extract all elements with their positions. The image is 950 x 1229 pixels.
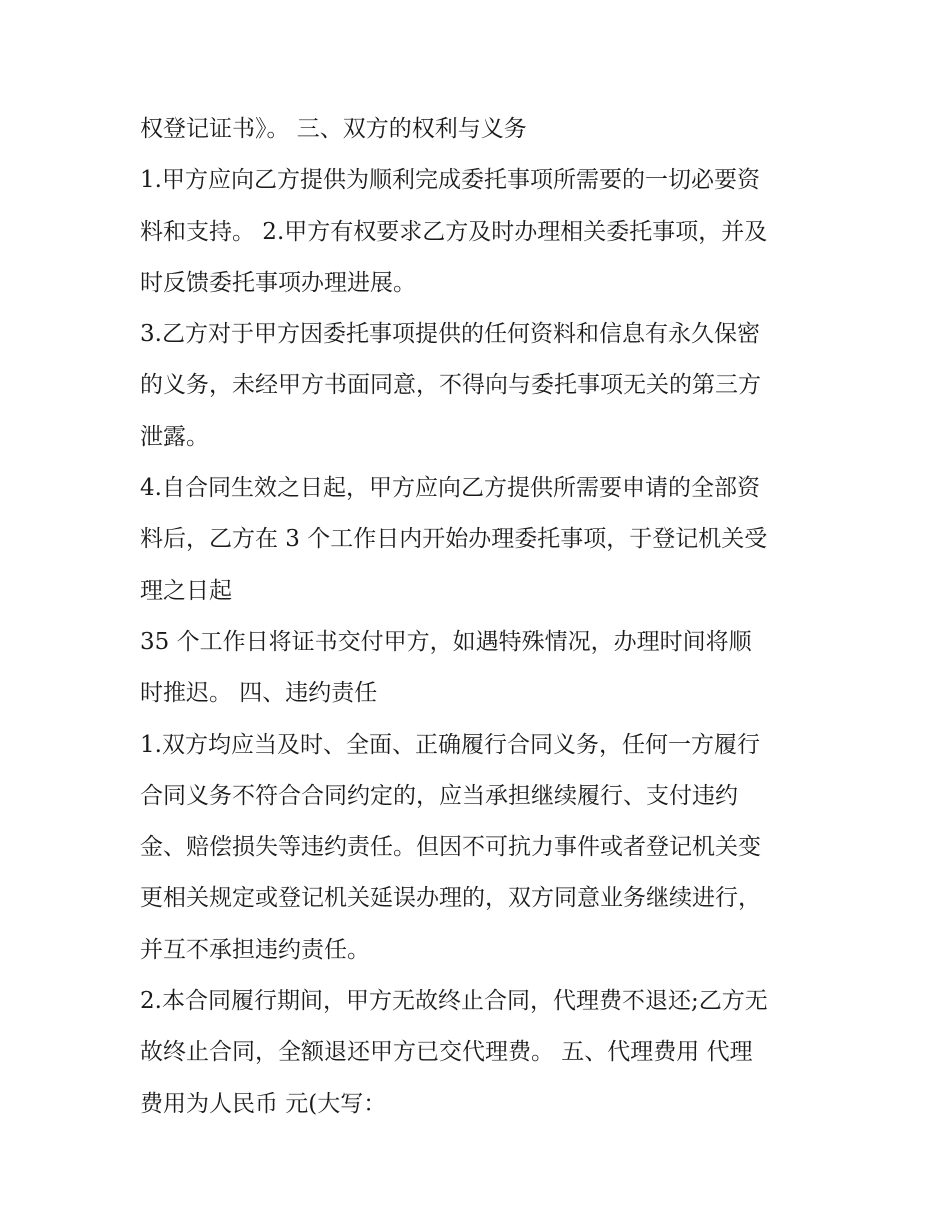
text-line: 权登记证书》。 三、双方的权利与义务 bbox=[140, 116, 527, 142]
text-line: 时反馈委托事项办理进展。 bbox=[140, 269, 416, 296]
text-line: 料和支持。 2.甲方有权要求乙方及时办理相关委托事项，并及 bbox=[140, 218, 768, 245]
text-line: 泄露。 bbox=[140, 423, 209, 450]
text-line: 1.双方均应当及时、全面、正确履行合同义务，任何一方履行 bbox=[140, 731, 760, 758]
text-line: 并互不承担违约责任。 bbox=[140, 936, 370, 963]
text-line: 金、赔偿损失等违约责任。但因不可抗力事件或者登记机关变 bbox=[140, 834, 761, 861]
text-line: 合同义务不符合合同约定的，应当承担继续履行、支付违约 bbox=[140, 782, 738, 809]
text-line: 时推迟。 四、违约责任 bbox=[140, 680, 378, 707]
text-line: 4.自合同生效之日起，甲方应向乙方提供所需要申请的全部资 bbox=[140, 475, 760, 502]
text-line: 35 个工作日将证书交付甲方，如遇特殊情况，办理时间将顺 bbox=[140, 628, 752, 655]
text-line: 故终止合同，全额退还甲方已交代理费。 五、代理费用 代理 bbox=[140, 1039, 753, 1066]
text-line: 3.乙方对于甲方因委托事项提供的任何资料和信息有永久保密 bbox=[140, 321, 760, 348]
document-page bbox=[140, 104, 820, 1130]
text-line: 理之日起 bbox=[140, 577, 232, 604]
text-line: 2.本合同履行期间，甲方无故终止合同，代理费不退还;乙方无 bbox=[140, 988, 768, 1015]
text-line: 料后，乙方在 3 个工作日内开始办理委托事项，于登记机关受 bbox=[140, 526, 768, 553]
text-line: 更相关规定或登记机关延误办理的，双方同意业务继续进行， bbox=[140, 885, 761, 912]
text-line: 的义务，未经甲方书面同意，不得向与委托事项无关的第三方 bbox=[140, 372, 761, 399]
text-line: 费用为人民币 元(大写： bbox=[140, 1090, 387, 1117]
text-line: 1.甲方应向乙方提供为顺利完成委托事项所需要的一切必要资 bbox=[140, 167, 760, 194]
